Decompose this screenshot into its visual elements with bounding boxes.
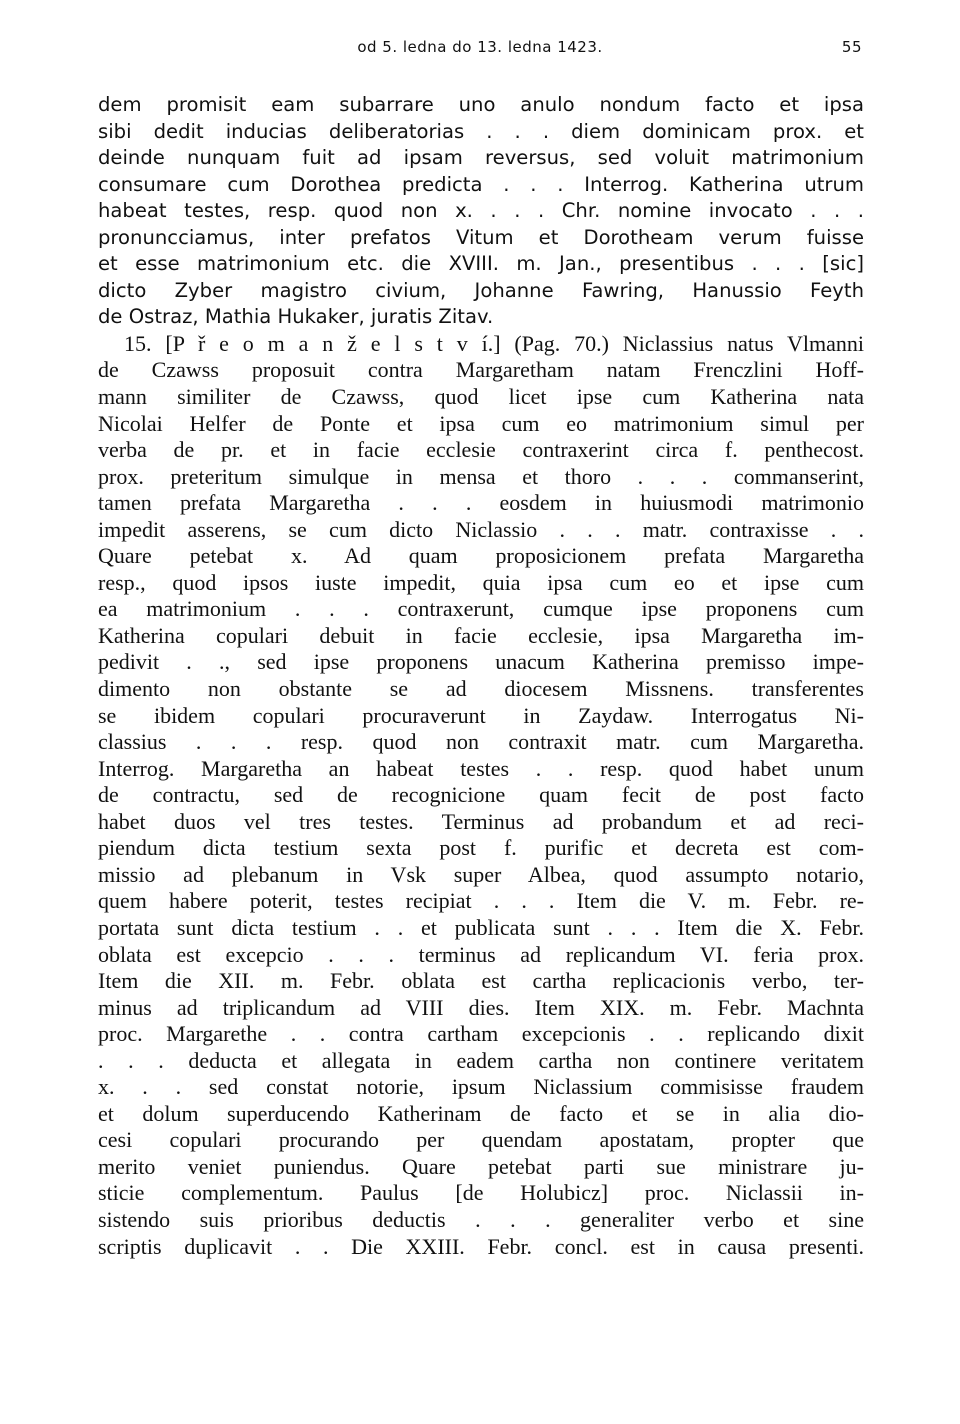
text-line: de Ostraz, Mathia Hukaker, juratis Zitav.: [98, 305, 494, 329]
text-line: se ibidem copulari procuraverunt in Zaydaw. Interrogatus Ni-: [98, 702, 864, 728]
text-line: pronuncciamus, inter prefatos Vitum et Dorotheam verum fuisse: [98, 225, 864, 249]
page-number: 55: [841, 38, 862, 56]
text-line: Nicolai Helfer de Ponte et ipsa cum eo matrimonium simul per: [98, 410, 864, 436]
text-line: habeat testes, resp. quod non x. . . . Chr. nomine invocato . . .: [98, 199, 864, 223]
text-line: Interrog. Margaretha an habeat testes . . resp. quod habet unum: [98, 755, 864, 781]
text-line: Quare petebat x. Ad quam proposicionem prefata Margaretha: [98, 543, 864, 569]
text-line: scriptis duplicavit . . Die XXIII. Febr. concl. est in causa presenti.: [98, 1233, 864, 1259]
text-line: proc. Margarethe . . contra cartham excepcionis . . replicando dixit: [98, 1021, 864, 1047]
text-line: x. . . sed constat notorie, ipsum Niclassium commisisse fraudem: [98, 1074, 864, 1100]
text-line: portata sunt dicta testium . . et publicata sunt . . . Item die X. Febr.: [98, 914, 864, 940]
text-line: tamen prefata Margaretha . . . eosdem in huiusmodi matrimonio: [98, 490, 864, 516]
text-line: pedivit . ., sed ipse proponens unacum Katherina premisso impe-: [98, 649, 864, 675]
text-line: . . . deducta et allegata in eadem cartha non continere veritatem: [98, 1047, 864, 1073]
text-line: 15. [P ř e o m a n ž e l s t v í.] (Pag. 70.) Niclassius natus Vlmanni: [124, 330, 864, 356]
text-line: sistendo suis prioribus deductis . . . generaliter verbo et sine: [98, 1206, 864, 1232]
text-line: verba de pr. et in facie ecclesie contraxerint circa f. penthecost.: [98, 437, 864, 463]
text-line: resp., quod ipsos iuste impedit, quia ipsa cum eo et ipse cum: [98, 569, 864, 595]
text-line: prox. preteritum simulque in mensa et thoro . . . commanserint,: [98, 463, 864, 489]
text-line: classius . . . resp. quod non contraxit matr. cum Margaretha.: [98, 729, 864, 755]
text-line: Item die XII. m. Febr. oblata est cartha replicacionis verbo, ter-: [98, 968, 864, 994]
running-header: [98, 38, 862, 68]
text-line: merito veniet puniendus. Quare petebat parti sue ministrare ju-: [98, 1153, 864, 1179]
text-line: et esse matrimonium etc. die XVIII. m. Jan., presentibus . . . [sic]: [98, 252, 864, 276]
text-line: Katherina copulari debuit in facie ecclesie, ipsa Margaretha im-: [98, 622, 864, 648]
text-line: dimento non obstante se ad diocesem Missnens. transferentes: [98, 676, 864, 702]
text-line: sibi dedit inducias deliberatorias . . . diem dominicam prox. et: [98, 119, 864, 143]
body-text: [98, 92, 864, 1260]
text-line: mann similiter de Czawss, quod licet ipse cum Katherina nata: [98, 384, 864, 410]
text-line: dem promisit eam subarrare uno anulo nondum facto et ipsa: [98, 93, 864, 116]
text-line: piendum dicta testium sexta post f. purific et decreta est com-: [98, 835, 864, 861]
text-line: oblata est excepcio . . . terminus ad replicandum VI. feria prox.: [98, 941, 864, 967]
text-line: sticie complementum. Paulus [de Holubicz] proc. Niclassii in-: [98, 1180, 864, 1206]
text-line: deinde nunquam fuit ad ipsam reversus, sed voluit matrimonium: [98, 146, 864, 170]
text-line: de contractu, sed de recognicione quam fecit de post facto: [98, 782, 864, 808]
text-line: de Czawss proposuit contra Margaretham natam Frenczlini Hoff-: [98, 357, 864, 383]
running-title: od 5. ledna do 13. ledna 1423.: [357, 38, 603, 56]
text-line: impedit asserens, se cum dicto Niclassio . . . matr. contraxisse . .: [98, 516, 864, 542]
text-line: missio ad plebanum in Vsk super Albea, quod assumpto notario,: [98, 861, 864, 887]
text-line: consumare cum Dorothea predicta . . . Interrog. Katherina utrum: [98, 172, 864, 196]
text-line: minus ad triplicandum ad VIII dies. Item XIX. m. Febr. Machnta: [98, 994, 864, 1020]
text-line: cesi copulari procurando per quendam apostatam, propter que: [98, 1127, 864, 1153]
text-line: habet duos vel tres testes. Terminus ad probandum et ad reci-: [98, 808, 864, 834]
text-line: et dolum superducendo Katherinam de facto et se in alia dio-: [98, 1100, 864, 1126]
text-line: quem habere poterit, testes recipiat . . . Item die V. m. Febr. re-: [98, 888, 864, 914]
text-line: dicto Zyber magistro civium, Johanne Fawring, Hanussio Feyth: [98, 278, 864, 302]
text-line: ea matrimonium . . . contraxerunt, cumque ipse proponens cum: [98, 596, 864, 622]
